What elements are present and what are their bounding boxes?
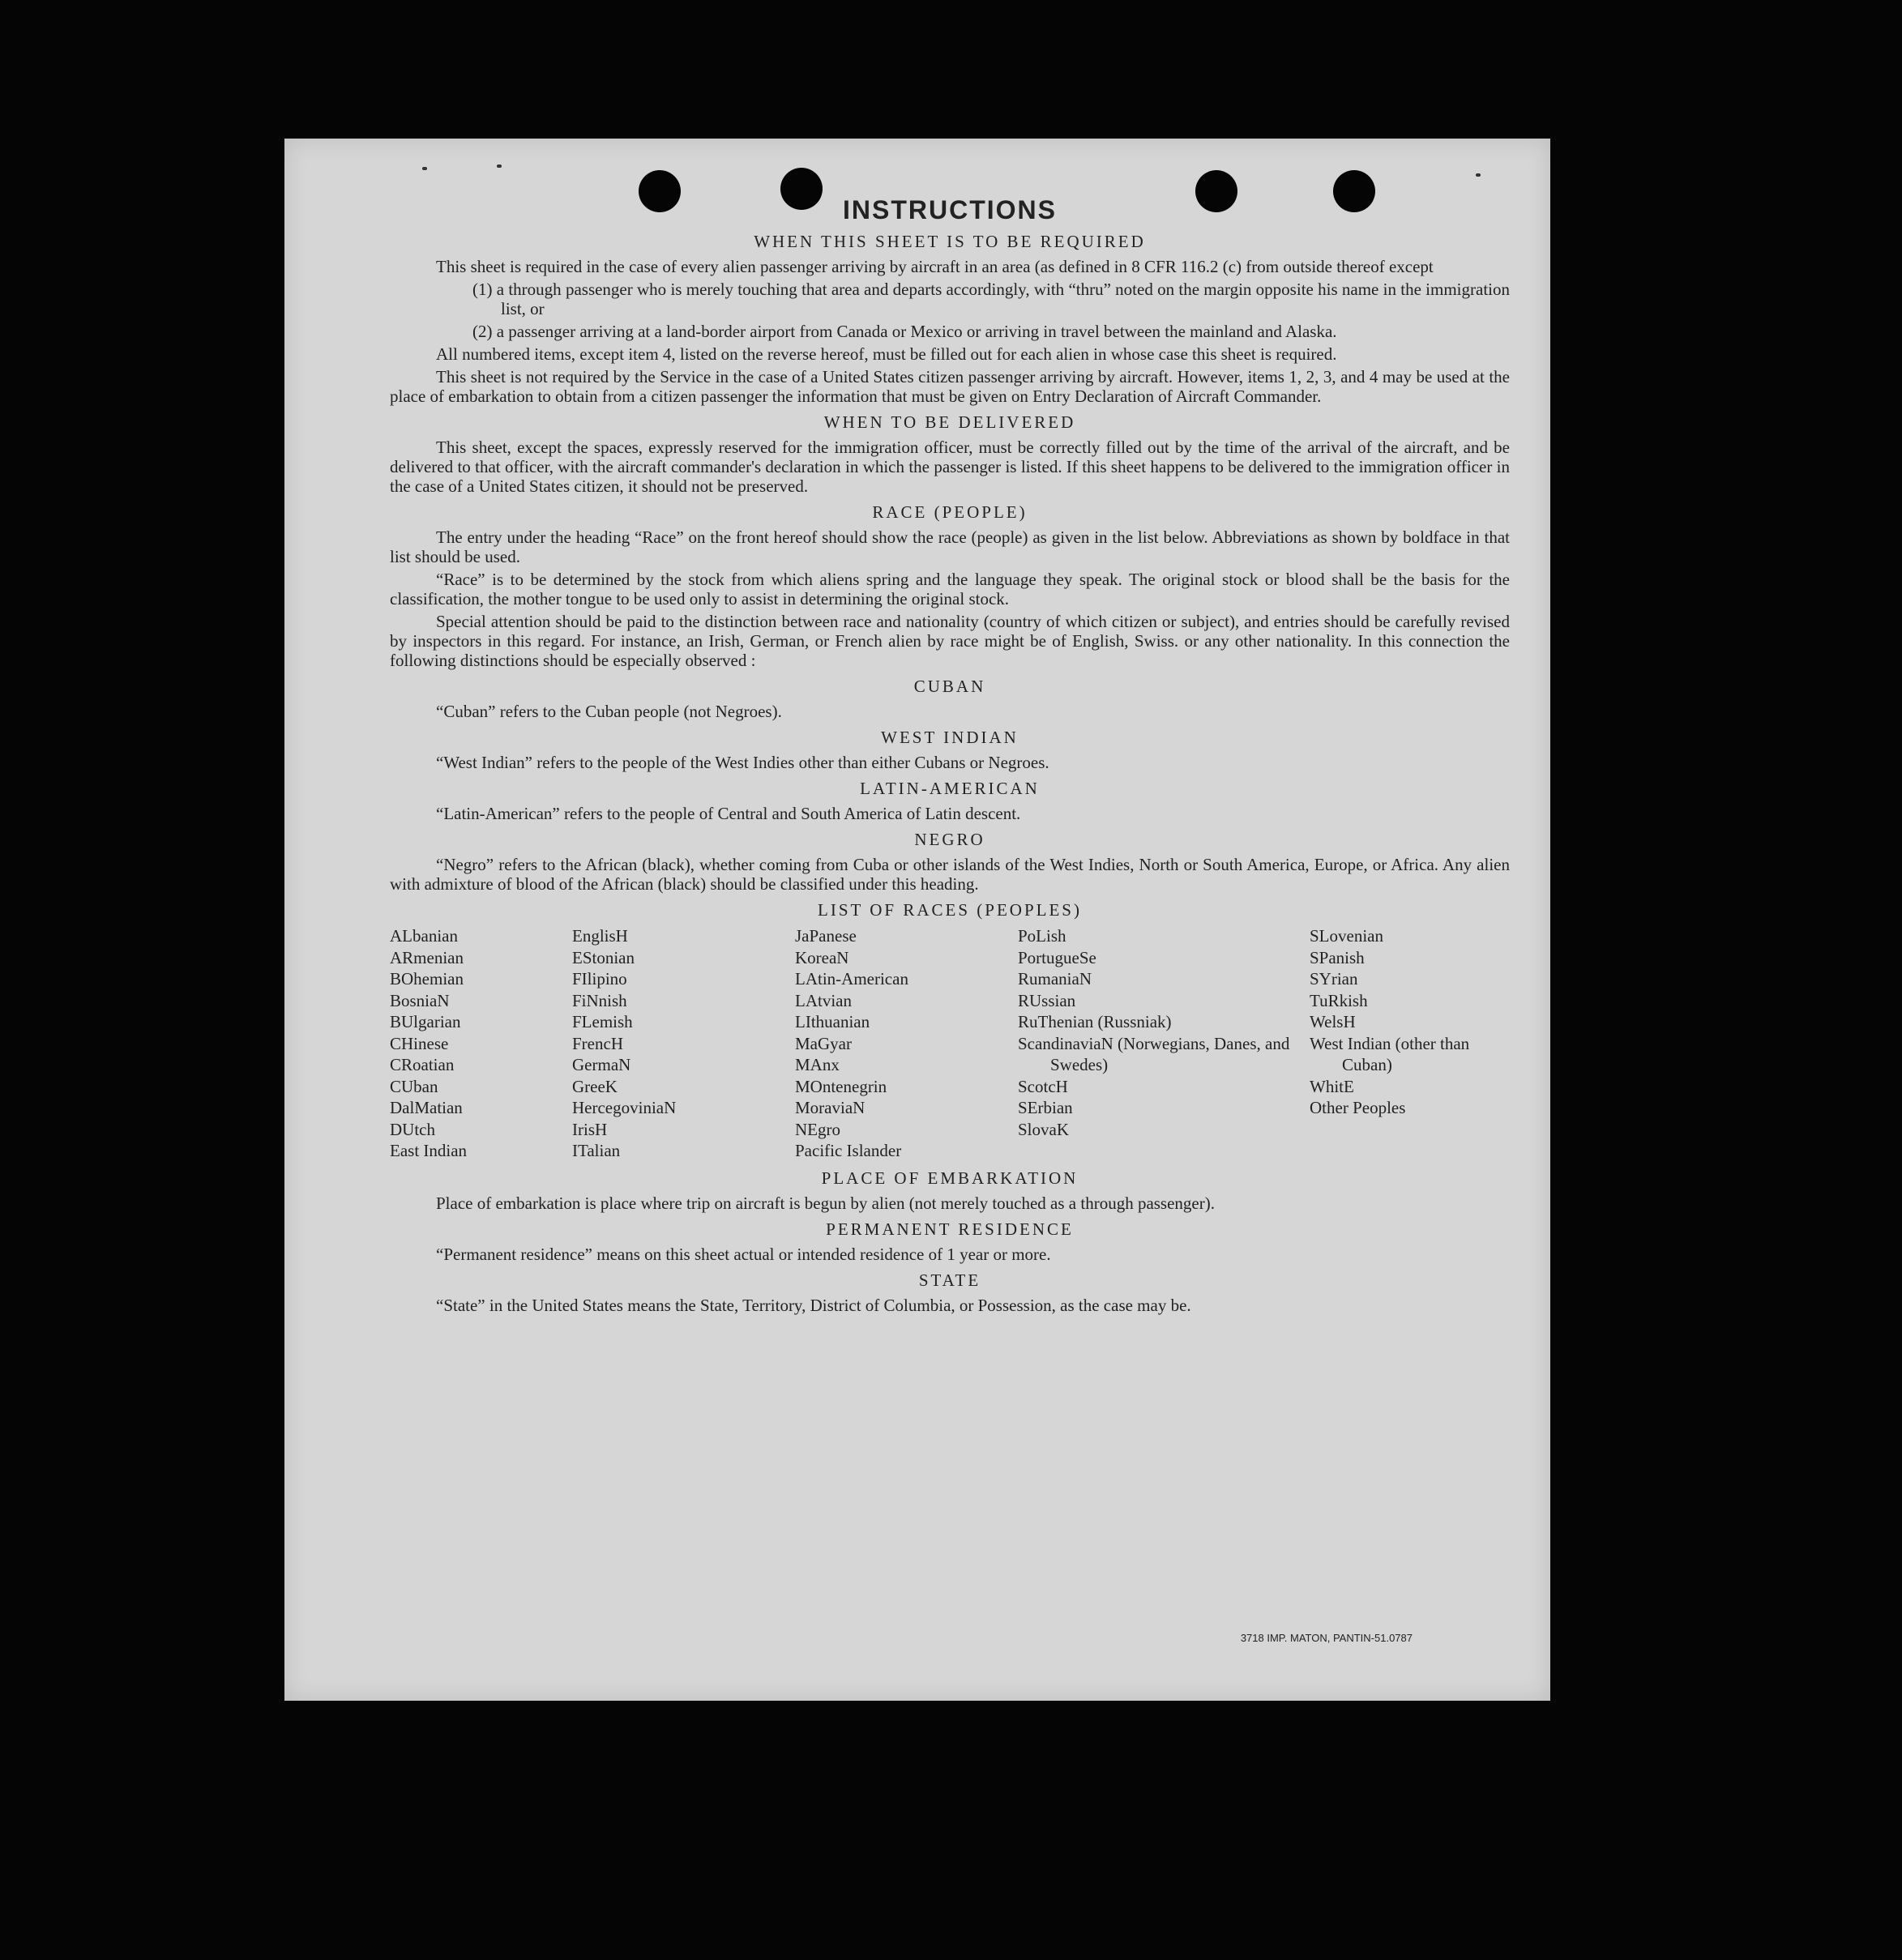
race-entry: DalMatian [390,1098,463,1117]
race-entry: East Indian [390,1141,468,1160]
paragraph: “Negro” refers to the African (black), whether coming from Cuba or other islands of the West Indies, North or South America, Europe, or Africa. Any alien with admixture of blood of the African (black) should be classified under this heading. [390,855,1510,894]
race-entry: Pacific Islander [795,1141,902,1160]
race-entry: ITalian [572,1141,621,1160]
section-heading-required: WHEN THIS SHEET IS TO BE REQUIRED [754,232,1146,251]
race-entry: SErbian [1018,1098,1073,1117]
paragraph: This sheet, except the spaces, expressly reserved for the immigration officer, must be correctly filled out by the time of the arrival of the aircraft, and be delivered to that officer, with the aircraft commander's declaration in which the passenger is listed. If this sheet happens to be delivered to the immigration officer in the case of a United States citizen, it should not be preserved. [390,438,1510,496]
section-heading-list-of-races: LIST OF RACES (PEOPLES) [818,900,1082,920]
race-entry: CRoatian [390,1055,455,1074]
races-column [1310,925,1510,1162]
race-entry: EnglisH [572,926,628,946]
section-heading-residence: PERMANENT RESIDENCE [826,1219,1074,1239]
race-entry: West Indian (other than Cuban) [1310,1033,1470,1074]
race-entry: WhitE [1310,1076,1354,1096]
paragraph: This sheet is not required by the Service in the case of a United States citizen passenger arriving by aircraft. However, items 1, 2, 3, and 4 may be used at the place of embarkation to obtain from a citizen passenger the information that must be given on Entry Declaration of Aircraft Commander. [390,367,1510,406]
printer-imprint: 3718 IMP. MATON, PANTIN-51.0787 [1240,1632,1413,1644]
race-entry: FIlipino [572,969,627,989]
document-body [390,195,1510,1318]
race-entry: IrisH [572,1119,608,1139]
section-heading-race: RACE (PEOPLE) [872,502,1028,522]
race-entry: TuRkish [1310,990,1368,1010]
race-entry: FrencH [572,1033,623,1053]
race-entry: SlovaK [1018,1119,1069,1139]
race-entry: RuThenian (Russniak) [1018,1012,1172,1031]
race-entry: RUssian [1018,990,1076,1010]
race-entry: FLemish [572,1012,633,1031]
list-item: (2) a passenger arriving at a land-border airport from Canada or Mexico or arriving in travel between the mainland and Alaska. [472,322,1337,341]
races-list [390,925,1510,1162]
races-column [390,925,572,1162]
races-column [572,925,795,1162]
race-entry: ScotcH [1018,1076,1068,1096]
race-entry: SPanish [1310,947,1365,967]
paragraph: All numbered items, except item 4, listed on the reverse hereof, must be filled out for each alien in whose case this sheet is required. [436,344,1337,364]
race-entry: ARmenian [390,947,464,967]
instruction-sheet [284,139,1550,1701]
section-heading-state: STATE [918,1270,981,1290]
race-entry: LAtvian [795,990,852,1010]
race-entry: ALbanian [390,926,458,946]
race-entry: LIthuanian [795,1012,870,1031]
speck [422,167,427,170]
section-heading-west-indian: WEST INDIAN [881,728,1019,747]
race-entry: KoreaN [795,947,849,967]
race-entry: PoLish [1018,926,1066,946]
races-column [1018,925,1310,1162]
paragraph: Special attention should be paid to the distinction between race and nationality (country of which citizen or subject), and entries should be carefully revised by inspectors in this regard. For instance, an Irish, German, or French alien by race might be of English, Swiss. or any other nationality. In this connection the following distinctions should be especially observed : [390,612,1510,670]
race-entry: LAtin-American [795,969,908,989]
paragraph: Place of embarkation is place where trip on aircraft is begun by alien (not merely touched as a through passenger). [436,1193,1215,1213]
race-entry: FiNnish [572,990,627,1010]
race-entry: CUban [390,1076,438,1096]
race-entry: PortugueSe [1018,947,1096,967]
paragraph: “Cuban” refers to the Cuban people (not Negroes). [436,702,782,721]
paragraph: This sheet is required in the case of every alien passenger arriving by aircraft in an area (as defined in 8 CFR 116.2 (c) from outside thereof except [436,257,1434,276]
race-entry: GermaN [572,1055,631,1074]
page-title: INSTRUCTIONS [843,195,1057,224]
race-entry: DUtch [390,1119,435,1139]
paragraph: “West Indian” refers to the people of the West Indies other than either Cubans or Negroes. [436,753,1049,772]
race-entry: MoraviaN [795,1098,866,1117]
race-entry: HercegoviniaN [572,1098,677,1117]
race-entry: MaGyar [795,1033,852,1053]
race-entry: MOntenegrin [795,1076,887,1096]
section-heading-latin-american: LATIN-AMERICAN [860,779,1040,798]
race-entry: NEgro [795,1119,840,1139]
race-entry: MAnx [795,1055,840,1074]
paragraph: The entry under the heading “Race” on the front hereof should show the race (people) as given in the list below. Abbreviations as shown by boldface in that list should be used. [390,527,1510,566]
speck [1476,173,1481,177]
section-heading-cuban: CUBAN [913,677,986,696]
races-column [795,925,1018,1162]
speck [497,164,502,168]
section-heading-delivered: WHEN TO BE DELIVERED [823,412,1076,432]
race-entry: EStonian [572,947,635,967]
paragraph: “Latin-American” refers to the people of Central and South America of Latin descent. [436,804,1021,823]
race-entry: RumaniaN [1018,969,1092,989]
race-entry: BOhemian [390,969,464,989]
race-entry: BosniaN [390,990,450,1010]
list-item: (1) a through passenger who is merely touching that area and departs accordingly, with “thru” noted on the margin opposite his name in the immigration list, or [472,280,1510,318]
paragraph: “State” in the United States means the State, Territory, District of Columbia, or Possession, as the case may be. [436,1295,1191,1315]
paragraph: “Race” is to be determined by the stock from which aliens spring and the language they speak. The original stock or blood shall be the basis for the classification, the mother tongue to be used only to assist in determining the original stock. [390,570,1510,608]
section-heading-embarkation: PLACE OF EMBARKATION [821,1168,1079,1188]
race-entry: CHinese [390,1033,449,1053]
race-entry: GreeK [572,1076,618,1096]
race-entry: SLovenian [1310,926,1383,946]
race-entry: ScandinaviaN (Norwegians, Danes, and Swedes) [1018,1033,1290,1074]
section-heading-negro: NEGRO [914,830,985,849]
race-entry: WelsH [1310,1012,1356,1031]
paragraph: “Permanent residence” means on this sheet actual or intended residence of 1 year or more. [436,1244,1051,1264]
race-entry: JaPanese [795,926,857,946]
race-entry: Other Peoples [1310,1098,1406,1117]
race-entry: SYrian [1310,969,1358,989]
race-entry: BUlgarian [390,1012,461,1031]
